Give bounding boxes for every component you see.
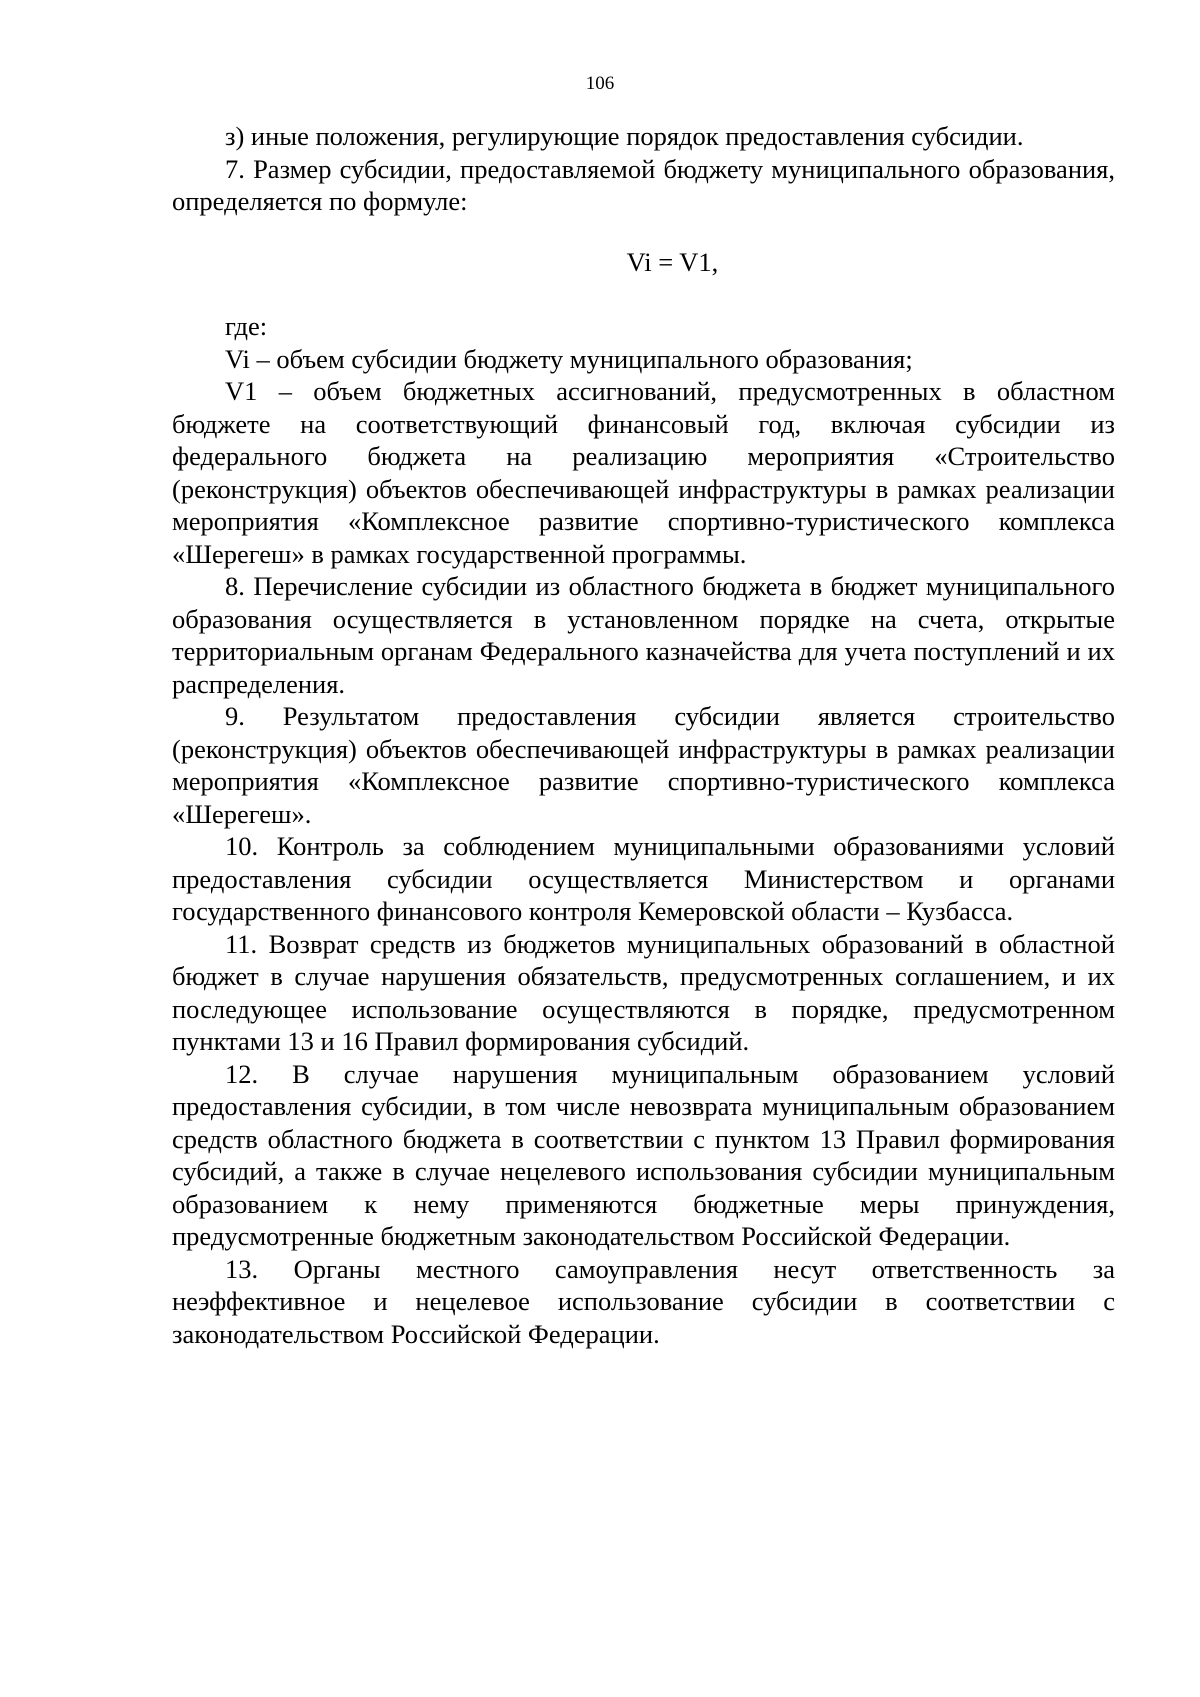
formula: Vi = V1,: [626, 246, 719, 277]
paragraph-11: 11. Возврат средств из бюджетов муниципальных образований в областной бюджет в случае нарушения обязательств, предусмотренных соглашением, и их последующее использование осуществляются в порядке, предусмотренном пунктами 13 и 16 Правил формирования субсидий.: [172, 928, 1115, 1056]
paragraph-item-z: з) иные положения, регулирующие порядок предоставления субсидии.: [225, 121, 1024, 151]
page-number: 106: [585, 73, 615, 94]
paragraph-7: 7. Размер субсидии, предоставляемой бюджету муниципального образования, определяется по формуле:: [172, 153, 1115, 216]
paragraph-9: 9. Результатом предоставления субсидии является строительство (реконструкция) объектов обеспечивающей инфраструктуры в рамках реализации мероприятия «Комплексное развитие спортивно-туристического комплекса «Шерегеш».: [172, 701, 1115, 829]
paragraph-12: 12. В случае нарушения муниципальным образованием условий предоставления субсидии, в том числе невозврата муниципальным образованием средств областного бюджета в соответствии с пунктом 13 Правил формирования субсидий, а также в случае нецелевого использования субсидии муниципальным образованием к нему применяются бюджетные меры принуждения, предусмотренные бюджетным законодательством Российской Федерации.: [172, 1058, 1115, 1251]
paragraph-10: 10. Контроль за соблюдением муниципальными образованиями условий предоставления субсидии осуществляется Министерством и органами государственного финансового контроля Кемеровской области – Кузбасса.: [172, 831, 1115, 926]
paragraph-13: 13. Органы местного самоуправления несут ответственность за неэффективное и нецелевое использование субсидии в соответствии с законодательством Российской Федерации.: [172, 1253, 1115, 1349]
paragraph-8: 8. Перечисление субсидии из областного бюджета в бюджет муниципального образования осуществляется в установленном порядке на счета, открытые территориальным органам Федерального казначейства для учета поступлений и их распределения.: [172, 571, 1115, 699]
definition-v1: V1 – объем бюджетных ассигнований, предусмотренных в областном бюджете на соответствующий финансовый год, включая субсидии из федерального бюджета на реализацию мероприятия «Строительство (реконструкция) объектов обеспечивающей инфраструктуры в рамках реализации мероприятия «Комплексное развитие спортивно-туристического комплекса «Шерегеш» в рамках государственной программы.: [172, 376, 1115, 569]
where-label: где:: [225, 311, 268, 341]
document-body: [172, 120, 1115, 1350]
definition-vi: Vi – объем субсидии бюджету муниципального образования;: [225, 343, 913, 374]
